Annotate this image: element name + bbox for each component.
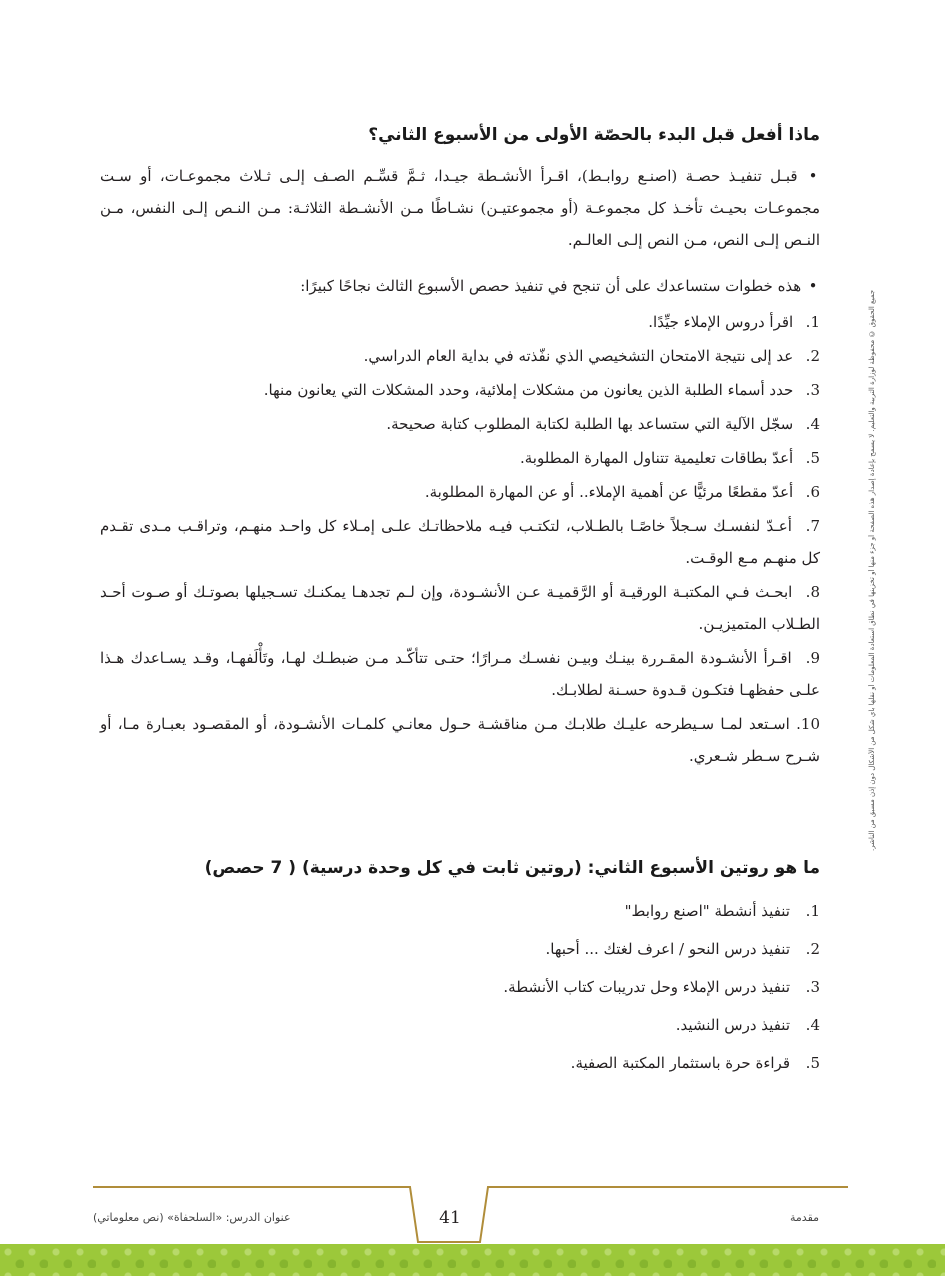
bullet-paragraph-groups (100, 160, 820, 256)
list-item: 5.قراءة حرة باستثمار المكتبة الصفية. (570, 1054, 820, 1072)
bullet-paragraph-steps-intro (100, 270, 820, 302)
footer-divider-left (93, 1186, 408, 1188)
bullet-dot: • (808, 277, 818, 295)
bullet-dot: • (808, 167, 818, 185)
copyright-side-note: جميع الحقوق © محفوظة لوزارة التربية والتعليم. لا يسمح بإعادة إصدار هذه الصفحة أو جزء منها أو تخزينها في نطاق استعادة المعلومات أو نقلها بأي شكل من الأشكال دون إذن مسبق من الناشر. (868, 290, 876, 852)
list-item: 3.تنفيذ درس الإملاء وحل تدريبات كتاب الأنشطة. (503, 978, 820, 996)
list-item: 3. حدد أسماء الطلبة الذين يعانون من مشكلات إملائية، وحدد المشكلات التي يعانون منها. (263, 381, 820, 399)
bullet-text: هذه خطوات ستساعدك على أن تنجح في تنفيذ حصص الأسبوع الثالث نجاحًا كبيرًا: (300, 277, 802, 295)
list-item: 4.تنفيذ درس النشيد. (675, 1016, 820, 1034)
list-item: 1. اقرأ دروس الإملاء جيِّدًا. (648, 313, 820, 331)
list-item: 6. أعدّ مقطعًا مرئيًّا عن أهمية الإملاء.. أو عن المهارة المطلوبة. (424, 483, 820, 501)
list-item: 1.تنفيذ أنشطة "اصنع روابط" (624, 902, 820, 920)
decorative-pattern-band (0, 1244, 945, 1276)
list-item: 9. اقـرأ الأنشـودة المقـررة بينـك وبيـن نفسـك مـرارًا؛ حتـى تتأكّـد مـن ضبطـك لهـا، وتَأْلَفهـا، وقـد يسـاعدك هـذا علـى حفظهـا فتكـون قـدوة حسـنة لطلابـك. (100, 649, 820, 699)
routine-list (320, 892, 820, 1082)
section-heading-weekly-routine: ما هو روتين الأسبوع الثاني: (روتين ثابت في كل وحدة درسية) ( 7 حصص) (204, 858, 820, 878)
list-item: 2. عد إلى نتيجة الامتحان التشخيصي الذي نفّذته في بداية العام الدراسي. (363, 347, 820, 365)
page-number: 41 (439, 1208, 461, 1228)
bullet-text: قبـل تنفيـذ حصـة (اصنـع روابـط)، اقـرأ الأنشـطة جيـدا، ثـمَّ قسِّـم الصـف إلـى ثـلاث مجموعـات، أو سـت مجموعـات بحيـث تأخـذ كل مجموعـة (أو مجموعتيـن) نشـاطًا مـن الأنشـطة الثلاثـة: مـن النـص إلـى النفس، مـن النـص إلـى النص، مـن النص إلـى العالـم. (100, 167, 820, 249)
list-item: 10. اسـتعد لمـا سـيطرحه عليـك طلابـك مـن مناقشـة حـول معانـي كلمـات الأنشـودة، أو المقصـود بعبـارة مـا، أو شـرح سـطر شـعري. (100, 715, 820, 765)
list-item: 8. ابحـث فـي المكتبـة الورقيـة أو الرَّقميـة عـن الأنشـودة، وإن لـم تجدهـا يمكنـك تسـجيلها بصوتـك أو صـوت أحـد الطـلاب المتميزيـن. (100, 583, 820, 633)
list-item: 4. سجّل الآلية التي ستساعد بها الطلبة لكتابة المطلوب كتابة صحيحة. (386, 415, 820, 433)
section-heading-before-first-lesson: ماذا أفعل قبل البدء بالحصّة الأولى من الأسبوع الثاني؟ (368, 125, 820, 145)
preparation-steps-list (100, 306, 820, 774)
list-item: 2.تنفيذ درس النحو / اعرف لغتك ... أحبها. (545, 940, 820, 958)
footer-divider-right (488, 1186, 848, 1188)
list-item: 5. أعدّ بطاقات تعليمية تتناول المهارة المطلوبة. (519, 449, 820, 467)
list-item: 7. أعـدّ لنفسـك سـجلاً خاصًـا بالطـلاب، لتكتـب فيـه ملاحظاتـك علـى إمـلاء كل واحـد منهـم، وتراقـب مـدى تقـدم كل منهـم مـع الوقـت. (100, 517, 820, 567)
footer-lesson-title: عنوان الدرس: «السلحفاة» (نص معلوماتي) (93, 1211, 291, 1224)
footer-section-name: مقدمة (790, 1211, 820, 1224)
